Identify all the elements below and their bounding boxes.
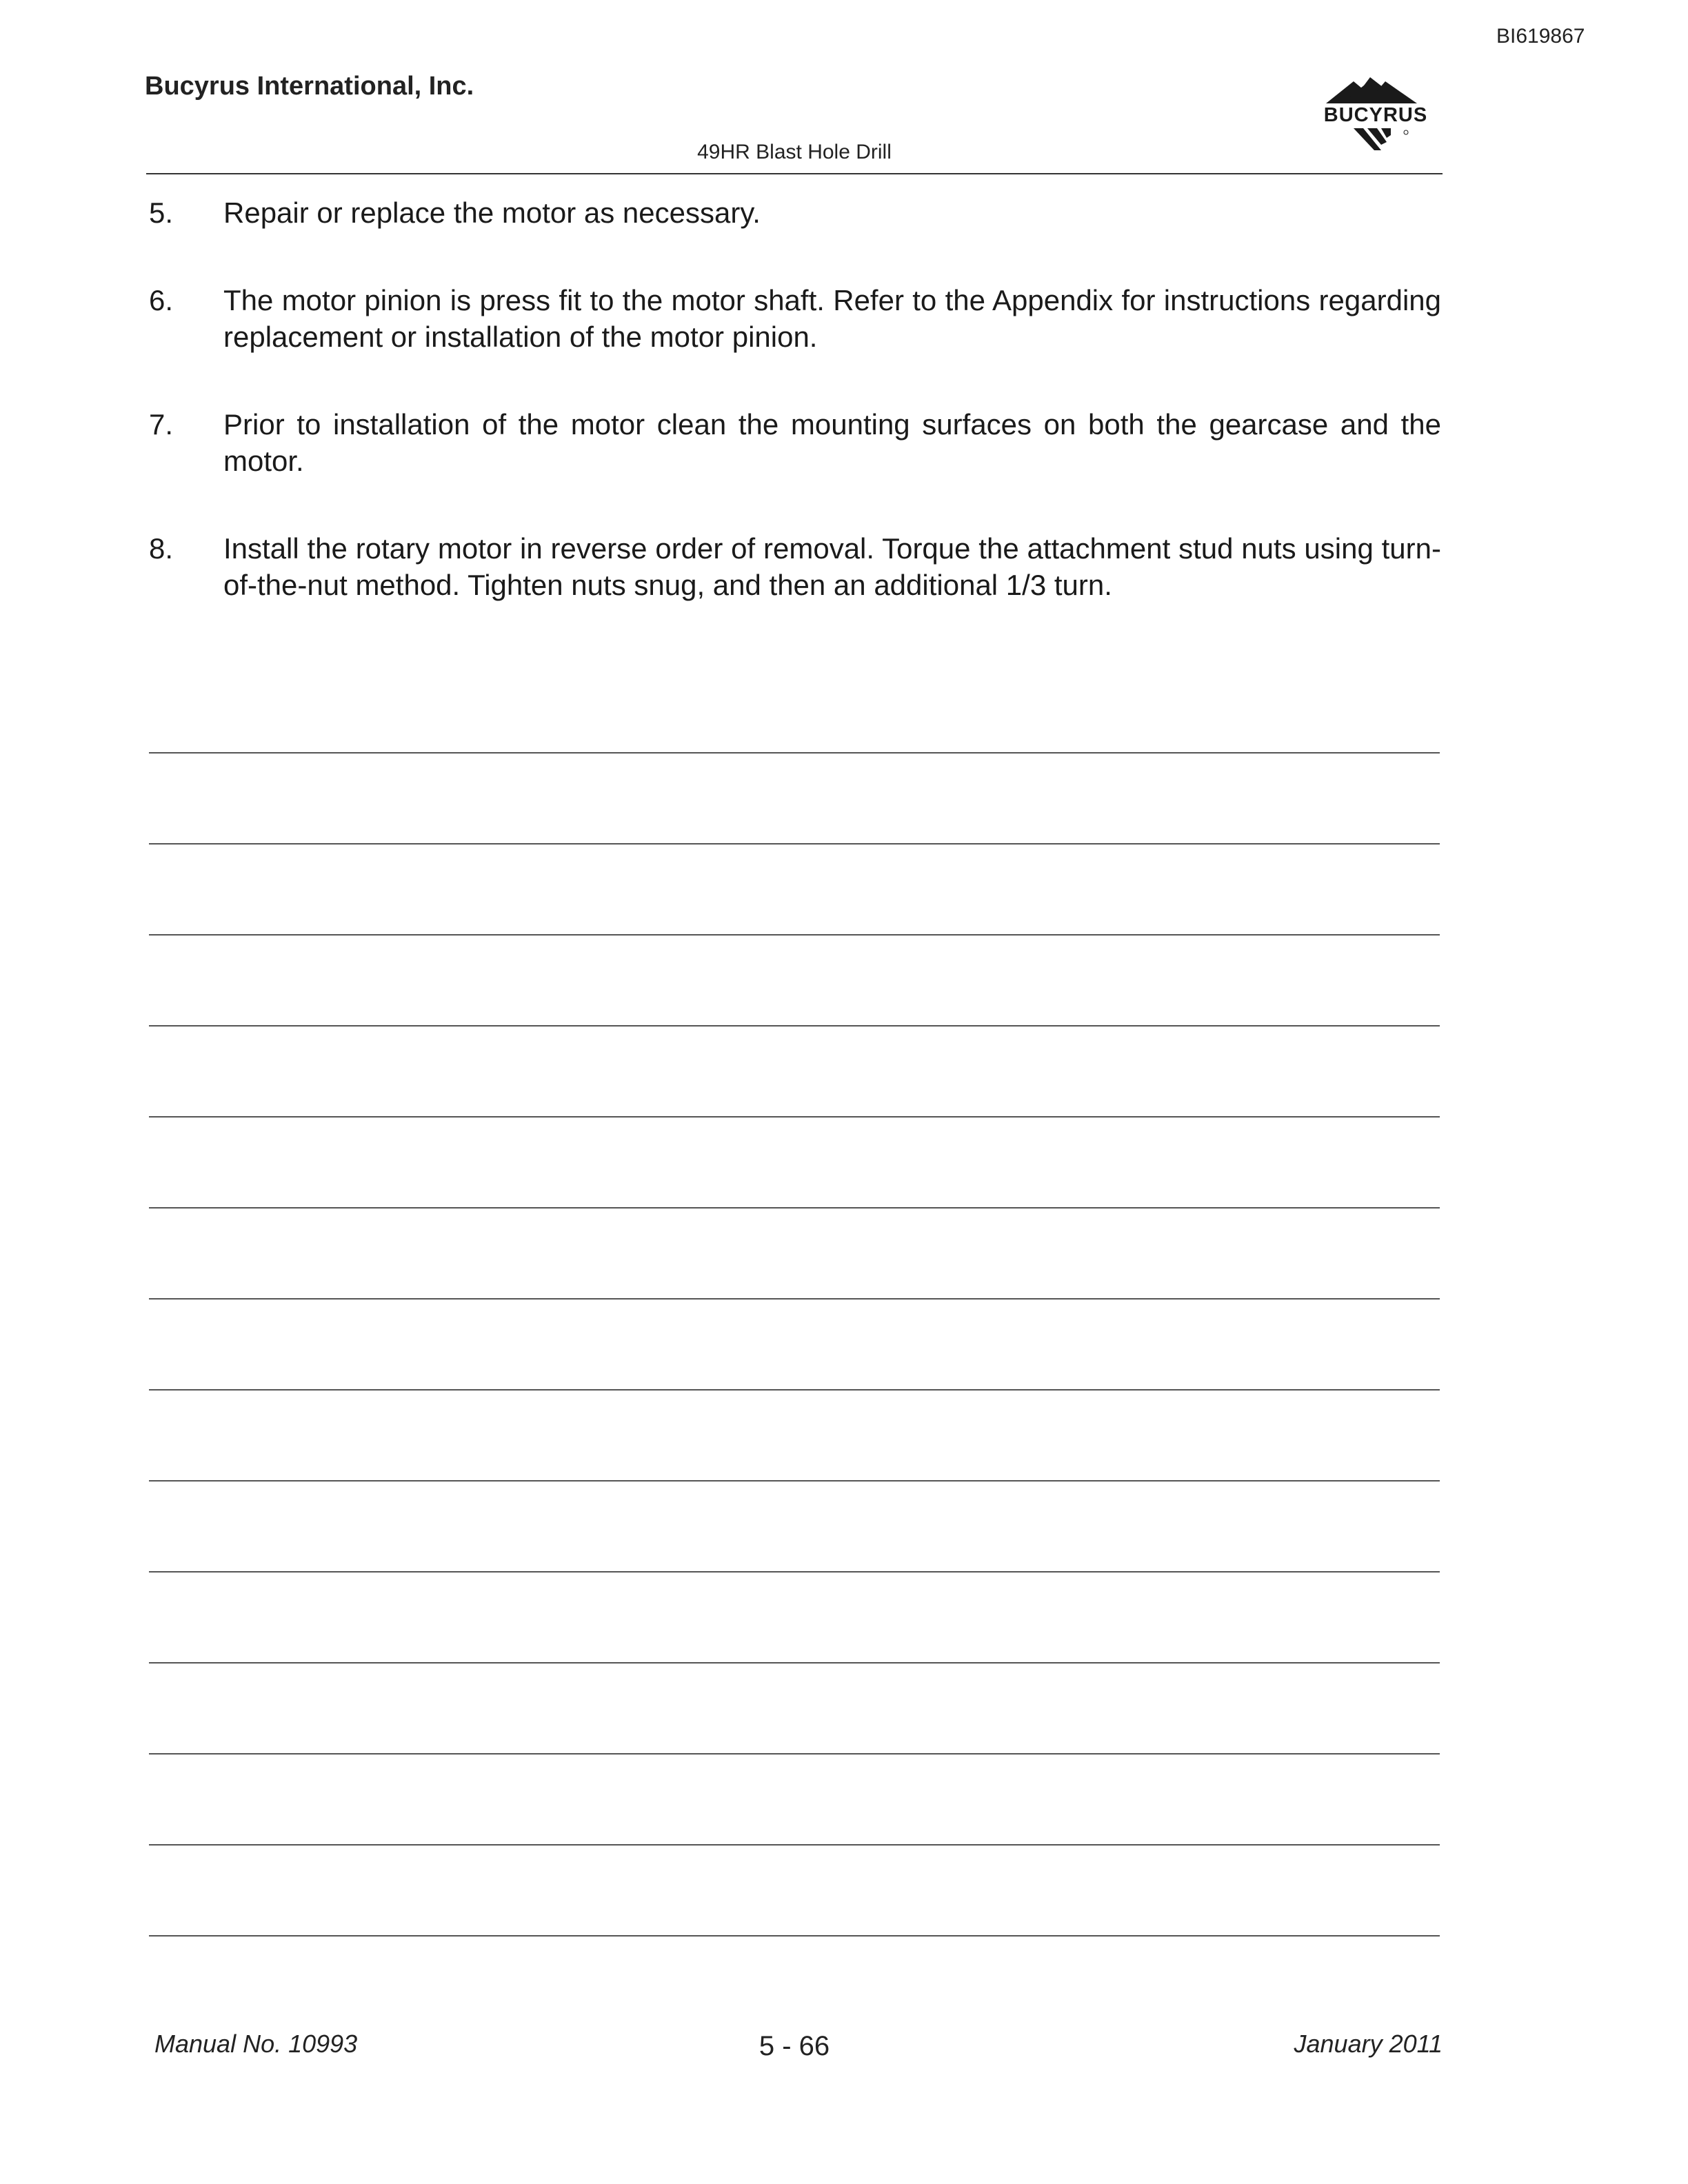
manual-subtitle: 49HR Blast Hole Drill [697,141,892,163]
procedure-step [149,406,1441,479]
procedure-steps [149,194,1441,654]
step-text: Install the rotary motor in reverse order of removal. Torque the attachment stud nuts using turn-of-the-nut method. Tighten nuts snug, and then an additional 1/3 turn. [223,532,1441,601]
step-number: 5. [149,196,174,229]
note-line [149,934,1440,936]
procedure-step [149,194,1441,231]
note-line [149,1753,1440,1755]
document-id: BI619867 [1496,25,1585,48]
note-line [149,1662,1440,1664]
note-line [149,1571,1440,1573]
step-number: 8. [149,532,174,565]
step-text: The motor pinion is press fit to the motor shaft. Refer to the Appendix for instructions regarding replacement or installation of the motor pinion. [223,284,1441,353]
note-line [149,1935,1440,1937]
note-line [149,1844,1440,1846]
note-line [149,1298,1440,1300]
step-number: 6. [149,284,174,316]
step-text: Prior to installation of the motor clean the mounting surfaces on both the gearcase and the motor. [223,408,1441,477]
note-line [149,752,1440,754]
company-name: Bucyrus International, Inc. [145,72,474,101]
procedure-step [149,282,1441,355]
publication-date: January 2011 [1294,2030,1443,2058]
note-line [149,1025,1440,1027]
step-text: Repair or replace the motor as necessary. [223,196,761,229]
manual-number: Manual No. 10993 [154,2030,358,2058]
notes-area [149,752,1440,2026]
note-line [149,843,1440,845]
step-number: 7. [149,408,174,441]
procedure-step [149,530,1441,603]
note-line [149,1207,1440,1209]
note-line [149,1116,1440,1118]
note-line [149,1389,1440,1391]
page-number: 5 - 66 [758,2031,830,2061]
header-divider [146,173,1443,174]
note-line [149,1480,1440,1482]
logo-wordmark: BUCYRUS [1323,104,1428,126]
